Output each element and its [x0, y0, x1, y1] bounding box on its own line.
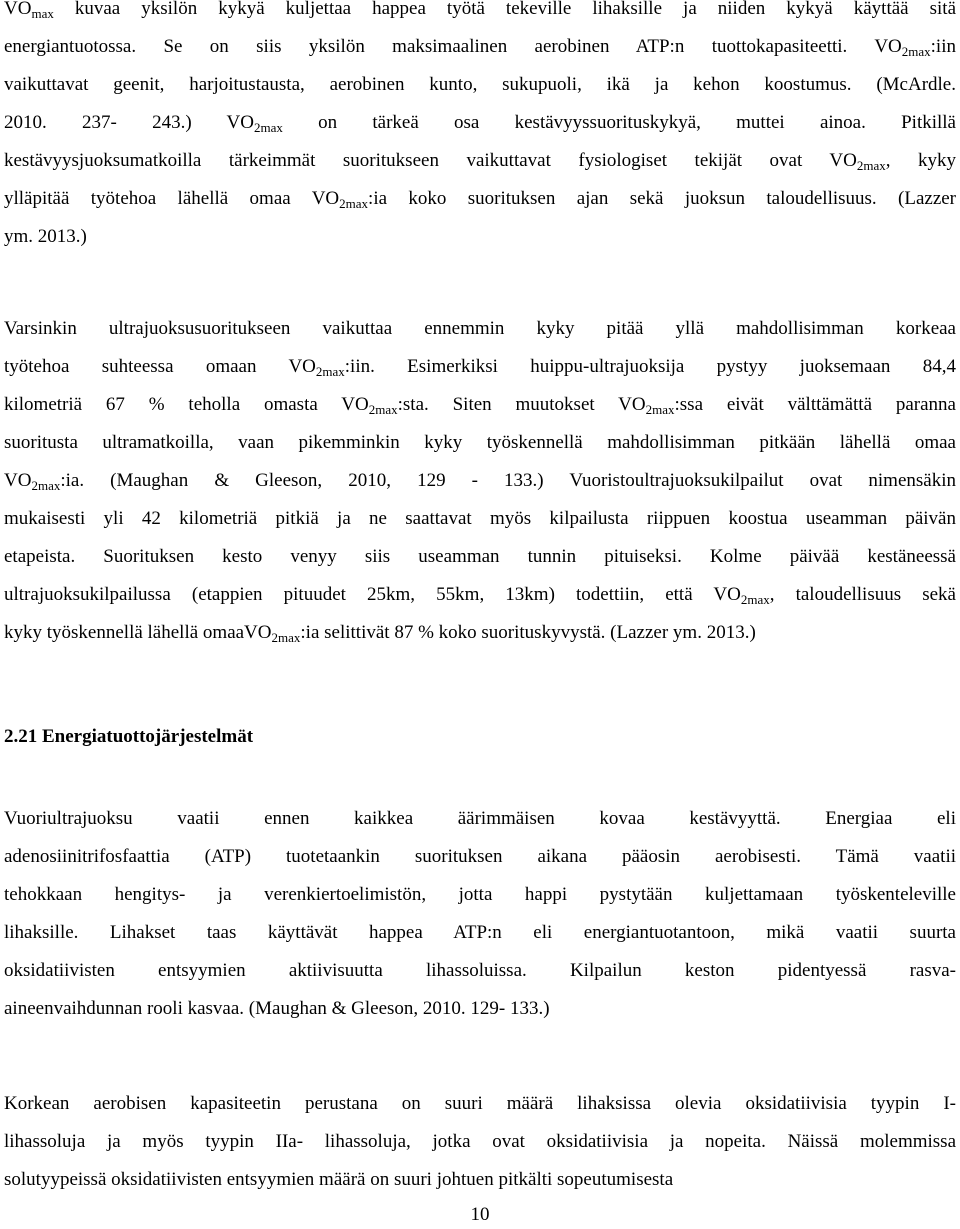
- text-segment: mukaisesti yli 42 kilometriä pitkiä ja ne saattavat myös kilpailusta riippuen koostua useamman päivän: [4, 508, 956, 529]
- text-segment: oksidatiivisten entsyymien aktiivisuutta lihassoluissa. Kilpailun keston pidentyessä rasva-: [4, 960, 956, 981]
- text-segment: ym. 2013.): [4, 226, 87, 247]
- text-line: [4, 104, 956, 142]
- text-segment: Varsinkin ultrajuoksusuoritukseen vaikuttaa ennemmin kyky pitää yllä mahdollisimman korkeaa: [4, 318, 956, 339]
- subscript: 2max: [315, 364, 345, 379]
- section-heading: 2.21 Energiatuottojärjestelmät: [4, 726, 254, 747]
- text-segment: :iin: [930, 36, 956, 57]
- text-segment: solutyypeissä oksidatiivisten entsyymien määrä on suuri johtuen pitkälti sopeutumisesta: [4, 1169, 674, 1190]
- text-segment: , taloudellisuus sekä: [769, 584, 956, 605]
- text-line: [4, 1085, 956, 1123]
- subscript: 2max: [271, 630, 301, 645]
- text-line: [4, 990, 956, 1028]
- text-segment: lihaksille. Lihakset taas käyttävät happea ATP:n eli energiantuotantoon, mikä vaatii suurta: [4, 922, 956, 943]
- text-line: [4, 348, 956, 386]
- text-segment: vaikuttavat geenit, harjoitustausta, aerobinen kunto, sukupuoli, ikä ja kehon koostumus. (McArdle.: [4, 74, 956, 95]
- text-segment: energiantuotossa. Se on siis yksilön maksimaalinen aerobinen ATP:n tuottokapasiteetti. VO: [4, 36, 902, 57]
- subscript: 2max: [901, 44, 931, 59]
- text-segment: 2010. 237- 243.) VO: [4, 112, 254, 133]
- text-line: [4, 142, 956, 180]
- subscript: 2max: [645, 402, 675, 417]
- text-line: [4, 424, 956, 462]
- subscript: 2max: [740, 592, 770, 607]
- text-line: [4, 28, 956, 66]
- subscript: 2max: [856, 158, 886, 173]
- paragraph-ultrarunning-performance: [4, 310, 956, 652]
- subscript: 2max: [368, 402, 398, 417]
- text-segment: kyky työskennellä lähellä omaaVO: [4, 622, 272, 643]
- text-segment: :ia. (Maughan & Gleeson, 2010, 129 - 133.) Vuoristoultrajuoksukilpailut ovat nimensäkin: [60, 470, 956, 491]
- text-line: [4, 876, 956, 914]
- paragraph-vo2max-definition: [4, 0, 956, 256]
- text-line: [4, 218, 956, 256]
- text-segment: :ssa eivät välttämättä paranna: [674, 394, 956, 415]
- text-line: [4, 538, 956, 576]
- text-segment: Korkean aerobisen kapasiteetin perustana on suuri määrä lihaksissa olevia oksidatiivisia tyypin I-: [4, 1093, 956, 1114]
- subscript: 2max: [254, 120, 283, 135]
- text-segment: :ia selittivät 87 % koko suorituskyvystä. (Lazzer ym. 2013.): [300, 622, 756, 643]
- text-segment: kilometriä 67 % teholla omasta VO: [4, 394, 369, 415]
- text-segment: ultrajuoksukilpailussa (etappien pituudet 25km, 55km, 13km) todettiin, että VO: [4, 584, 741, 605]
- text-segment: aineenvaihdunnan rooli kasvaa. (Maughan & Gleeson, 2010. 129- 133.): [4, 998, 550, 1019]
- text-segment: lihassoluja ja myös tyypin IIa- lihassoluja, jotka ovat oksidatiivisia ja nopeita. Näissä molemmissa: [4, 1131, 956, 1152]
- text-segment: :ia koko suorituksen ajan sekä juoksun taloudellisuus. (Lazzer: [368, 188, 957, 209]
- text-segment: ylläpitää työtehoa lähellä omaa VO: [4, 188, 340, 209]
- subscript: 2max: [31, 478, 61, 493]
- text-line: [4, 914, 956, 952]
- paragraph-aerobic-capacity: [4, 1085, 956, 1199]
- text-line: [4, 1123, 956, 1161]
- text-line: [4, 952, 956, 990]
- text-segment: :iin. Esimerkiksi huippu-ultrajuoksija pystyy juoksemaan 84,4: [344, 356, 956, 377]
- text-segment: tehokkaan hengitys- ja verenkiertoelimistön, jotta happi pystytään kuljettamaan työskenteleville: [4, 884, 956, 905]
- text-line: [4, 800, 956, 838]
- paragraph-energy-production: [4, 800, 956, 1028]
- text-segment: adenosiinitrifosfaattia (ATP) tuotetaankin suorituksen aikana pääosin aerobisesti. Tämä vaatii: [4, 846, 956, 867]
- text-segment: VO: [4, 0, 32, 19]
- subscript: 2max: [339, 196, 369, 211]
- page-number: 10: [470, 1204, 490, 1225]
- text-segment: , kyky: [885, 150, 957, 171]
- text-segment: etapeista. Suorituksen kesto venyy siis useamman tunnin pituiseksi. Kolme päivää kestäneessä: [4, 546, 956, 567]
- text-line: [4, 576, 956, 614]
- text-line: [4, 386, 956, 424]
- text-segment: suoritusta ultramatkoilla, vaan pikemminkin kyky työskennellä mahdollisimman pitkään lähellä omaa: [4, 432, 956, 453]
- subscript: max: [31, 6, 54, 21]
- text-line: [4, 180, 956, 218]
- text-segment: on tärkeä osa kestävyyssuorituskykyä, muttei ainoa. Pitkillä: [282, 112, 956, 133]
- text-line: [4, 838, 956, 876]
- text-segment: kuvaa yksilön kykyä kuljettaa happea työtä tekeville lihaksille ja niiden kykyä käyttää sitä: [53, 0, 956, 19]
- text-line: [4, 66, 956, 104]
- text-line: [4, 614, 956, 652]
- text-line: [4, 310, 956, 348]
- text-segment: työtehoa suhteessa omaan VO: [4, 356, 316, 377]
- text-line: [4, 462, 956, 500]
- text-line: [4, 500, 956, 538]
- text-line: [4, 1161, 956, 1199]
- text-segment: :sta. Siten muutokset VO: [397, 394, 646, 415]
- text-segment: Vuoriultrajuoksu vaatii ennen kaikkea äärimmäisen kovaa kestävyyttä. Energiaa eli: [4, 808, 956, 829]
- text-segment: kestävyysjuoksumatkoilla tärkeimmät suoritukseen vaikuttavat fysiologiset tekijät ovat VO: [4, 150, 857, 171]
- text-segment: VO: [4, 470, 32, 491]
- text-line: [4, 0, 956, 28]
